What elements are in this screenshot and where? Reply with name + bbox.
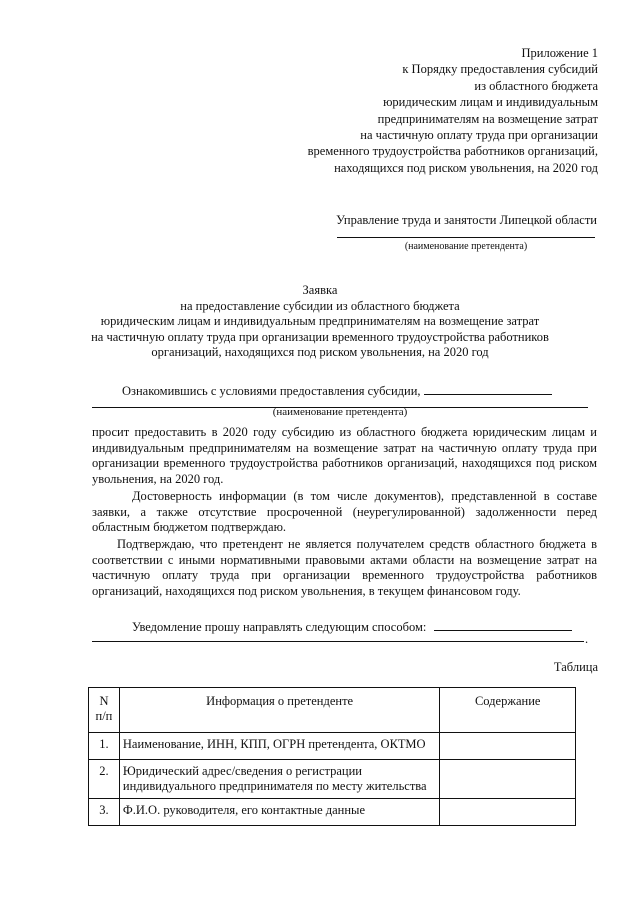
table-row bbox=[89, 799, 576, 826]
table-row bbox=[89, 760, 576, 799]
paragraph-reliability: Достоверность информации (в том числе документов), представленной в составе заявки, а также отсутствие просроченной (неурегулированной) задолженности перед областным бюджетом подтверждаю. bbox=[92, 489, 597, 534]
applicant-name-field[interactable] bbox=[424, 383, 552, 395]
row-info: Наименование, ИНН, КПП, ОГРН претендента, ОКТМО bbox=[119, 733, 439, 760]
row-number: 2. bbox=[89, 760, 120, 799]
header-content: Содержание bbox=[440, 688, 576, 733]
notify-line bbox=[132, 619, 572, 635]
row-content-cell[interactable] bbox=[440, 799, 576, 826]
intro-line bbox=[122, 383, 552, 399]
annex-line: находящихся под риском увольнения, на 2020 год bbox=[334, 160, 598, 175]
title-line: на предоставление субсидии из областного бюджета bbox=[180, 298, 460, 313]
row-info: Ф.И.О. руководителя, его контактные данные bbox=[119, 799, 439, 826]
application-title bbox=[40, 283, 600, 361]
annex-line: из областного бюджета bbox=[474, 78, 598, 93]
annex-line: на частичную оплату труда при организации bbox=[360, 128, 598, 143]
row-content-cell[interactable] bbox=[440, 733, 576, 760]
annex-line: юридическим лицам и индивидуальным bbox=[383, 95, 598, 110]
table-row bbox=[89, 733, 576, 760]
header-number: N п/п bbox=[89, 688, 120, 733]
title-line: Заявка bbox=[302, 283, 338, 297]
title-line: организаций, находящихся под риском увольнения, на 2020 год bbox=[151, 345, 489, 360]
applicant-caption: (наименование претендента) bbox=[272, 406, 408, 418]
notify-method-field[interactable] bbox=[434, 619, 572, 631]
recipient-underline bbox=[337, 237, 595, 238]
annex-line: Приложение 1 bbox=[521, 46, 598, 60]
row-content-cell[interactable] bbox=[440, 760, 576, 799]
annex-line: к Порядку предоставления субсидий bbox=[402, 62, 598, 77]
annex-line: временного трудоустройства работников организаций, bbox=[307, 144, 598, 159]
table-header-row bbox=[89, 688, 576, 733]
annex-line: предпринимателям на возмещение затрат bbox=[377, 111, 598, 126]
header-info: Информация о претенденте bbox=[119, 688, 439, 733]
recipient-caption: (наименование претендента) bbox=[404, 241, 528, 252]
annex-header bbox=[278, 45, 598, 176]
paragraph-request: просит предоставить в 2020 году субсидию из областного бюджета юридическим лицам и индивидуальным предпринимателям на возмещение затрат на частичную оплату труда при организации временного трудоустройства работников организаций, находящихся под риском увольнения, на 2020 год. bbox=[92, 425, 597, 486]
row-info: Юридический адрес/сведения о регистрации индивидуального предпринимателя по месту жительства bbox=[119, 760, 439, 799]
recipient-name: Управление труда и занятости Липецкой области bbox=[336, 213, 597, 227]
title-line: на частичную оплату труда при организации временного трудоустройства работников bbox=[91, 329, 549, 344]
row-number: 3. bbox=[89, 799, 120, 826]
notify-text: Уведомление прошу направлять следующим способом: bbox=[132, 620, 427, 634]
applicant-info-table bbox=[88, 687, 576, 826]
row-number: 1. bbox=[89, 733, 120, 760]
notify-end-mark: . bbox=[585, 632, 589, 646]
notify-underline bbox=[92, 641, 584, 642]
title-line: юридическим лицам и индивидуальным предпринимателям на возмещение затрат bbox=[100, 314, 540, 329]
intro-text: Ознакомившись с условиями предоставления субсидии, bbox=[122, 384, 421, 398]
paragraph-confirmation: Подтверждаю, что претендент не является получателем средств областного бюджета в соответствии с иными нормативными правовыми актами области на возмещение затрат на частичную оплату труда при организации временного трудоустройства работников организаций, находящихся под риском увольнения, в текущем финансовом году. bbox=[92, 537, 597, 598]
table-label: Таблица bbox=[553, 660, 598, 674]
